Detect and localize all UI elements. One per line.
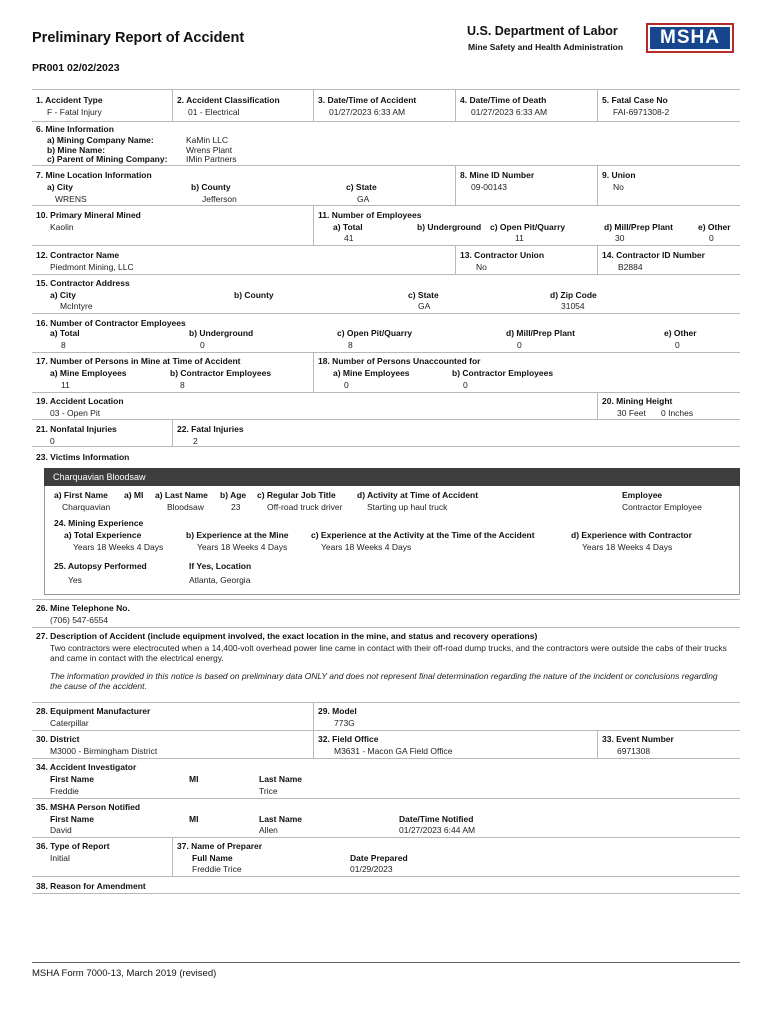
experience-activity-value: Years 18 Weeks 4 Days bbox=[321, 542, 412, 552]
date-prepared-label: Date Prepared bbox=[350, 853, 408, 863]
person-notified-label: 35. MSHA Person Notified bbox=[36, 802, 141, 812]
victim-employee-label: Employee bbox=[622, 490, 663, 500]
divider bbox=[32, 627, 740, 628]
victim-age-value: 23 bbox=[231, 502, 241, 512]
mine-name-label: b) Mine Name: bbox=[47, 145, 106, 155]
report-id: PR001 02/02/2023 bbox=[32, 62, 120, 74]
mine-state-label: c) State bbox=[346, 182, 377, 192]
contractor-employees-openpit-label: c) Open Pit/Quarry bbox=[337, 328, 413, 338]
divider bbox=[313, 89, 314, 121]
field-office-value: M3631 - Macon GA Field Office bbox=[334, 746, 453, 756]
divider bbox=[32, 758, 740, 759]
divider bbox=[32, 245, 740, 246]
mine-id-label: 8. Mine ID Number bbox=[460, 170, 535, 180]
divider bbox=[172, 837, 173, 876]
persons-mine-employees-value: 11 bbox=[61, 380, 70, 390]
mine-county-label: b) County bbox=[191, 182, 231, 192]
contractor-employees-label: 16. Number of Contractor Employees bbox=[36, 318, 186, 328]
death-datetime-label: 4. Date/Time of Death bbox=[460, 95, 547, 105]
persons-in-mine-label: 17. Number of Persons in Mine at Time of Accident bbox=[36, 356, 241, 366]
divider bbox=[32, 876, 740, 877]
mine-telephone-label: 26. Mine Telephone No. bbox=[36, 603, 130, 613]
model-value: 773G bbox=[334, 718, 355, 728]
experience-mine-label: b) Experience at the Mine bbox=[186, 530, 289, 540]
field-office-label: 32. Field Office bbox=[318, 734, 379, 744]
mine-county-value: Jefferson bbox=[202, 194, 237, 204]
divider bbox=[32, 89, 740, 90]
autopsy-location-label: If Yes, Location bbox=[189, 561, 252, 571]
notified-mi-label: MI bbox=[189, 814, 199, 824]
mining-height-feet: 30 Feet bbox=[617, 408, 646, 418]
mine-info-label: 6. Mine Information bbox=[36, 124, 114, 134]
persons-contractor-employees-value: 8 bbox=[180, 380, 185, 390]
investigator-last-value: Trice bbox=[259, 786, 278, 796]
nonfatal-injuries-value: 0 bbox=[50, 436, 55, 446]
description-value: Two contractors were electrocuted when a 14,400-volt overhead power line came in contact with their off-road dump trucks, and the contractors were outside the cabs of their trucks and came in contact with the electrical energy. bbox=[50, 643, 727, 663]
divider bbox=[32, 352, 740, 353]
mining-experience-label: 24. Mining Experience bbox=[54, 518, 144, 528]
death-datetime-value: 01/27/2023 6:33 AM bbox=[471, 107, 548, 117]
experience-activity-label: c) Experience at the Activity at the Time of the Accident bbox=[311, 530, 535, 540]
divider bbox=[32, 599, 740, 600]
mine-city-label: a) City bbox=[47, 182, 73, 192]
unaccounted-contractor-employees-value: 0 bbox=[463, 380, 468, 390]
divider bbox=[32, 702, 740, 703]
contractor-address-label: 15. Contractor Address bbox=[36, 278, 130, 288]
primary-mineral-value: Kaolin bbox=[50, 222, 74, 232]
mining-height-inches: 0 Inches bbox=[661, 408, 694, 418]
employees-other-value: 0 bbox=[709, 233, 714, 243]
investigator-last-label: Last Name bbox=[259, 774, 302, 784]
mining-height-label: 20. Mining Height bbox=[602, 396, 673, 406]
notified-first-value: David bbox=[50, 825, 72, 835]
victim-name-band: Charquavian Bloodsaw bbox=[44, 468, 740, 486]
contractor-employees-total-value: 8 bbox=[61, 340, 66, 350]
victim-activity-label: d) Activity at Time of Accident bbox=[357, 490, 479, 500]
parent-company-label: c) Parent of Mining Company: bbox=[47, 154, 168, 164]
divider bbox=[32, 893, 740, 894]
accident-type-value: F - Fatal Injury bbox=[47, 107, 102, 117]
contractor-union-label: 13. Contractor Union bbox=[460, 250, 545, 260]
mining-company-value: KaMin LLC bbox=[186, 135, 229, 145]
divider bbox=[597, 392, 598, 419]
divider bbox=[32, 121, 740, 122]
employees-mill-value: 30 bbox=[615, 233, 625, 243]
divider bbox=[32, 798, 740, 799]
mine-name-value: Wrens Plant bbox=[186, 145, 233, 155]
contractor-employees-underground-value: 0 bbox=[200, 340, 205, 350]
divider bbox=[32, 313, 740, 314]
contractor-employees-other-value: 0 bbox=[675, 340, 680, 350]
form-footer: MSHA Form 7000-13, March 2019 (revised) bbox=[32, 968, 217, 979]
persons-contractor-employees-label: b) Contractor Employees bbox=[170, 368, 272, 378]
divider bbox=[32, 446, 740, 447]
autopsy-value: Yes bbox=[68, 575, 82, 585]
mine-city-value: WRENS bbox=[55, 194, 87, 204]
msha-logo bbox=[646, 23, 734, 53]
contractor-employees-other-label: e) Other bbox=[664, 328, 697, 338]
divider bbox=[32, 419, 740, 420]
divider bbox=[32, 165, 740, 166]
divider bbox=[455, 89, 456, 121]
mine-state-value: GA bbox=[357, 194, 370, 204]
union-label: 9. Union bbox=[602, 170, 636, 180]
union-value: No bbox=[613, 182, 624, 192]
page-title: Preliminary Report of Accident bbox=[32, 30, 245, 46]
victim-activity-value: Starting up haul truck bbox=[367, 502, 448, 512]
employees-underground-label: b) Underground bbox=[417, 222, 482, 232]
contractor-employees-underground-label: b) Underground bbox=[189, 328, 254, 338]
sub-agency-name: Mine Safety and Health Administration bbox=[468, 42, 624, 52]
fatal-case-label: 5. Fatal Case No bbox=[602, 95, 668, 105]
amendment-reason-label: 38. Reason for Amendment bbox=[36, 881, 146, 891]
notified-first-label: First Name bbox=[50, 814, 94, 824]
divider bbox=[32, 274, 740, 275]
employees-total-label: a) Total bbox=[333, 222, 363, 232]
event-number-label: 33. Event Number bbox=[602, 734, 674, 744]
contractor-zip-value: 31054 bbox=[561, 301, 585, 311]
district-value: M3000 - Birmingham District bbox=[50, 746, 158, 756]
mine-location-label: 7. Mine Location Information bbox=[36, 170, 152, 180]
accident-datetime-label: 3. Date/Time of Accident bbox=[318, 95, 417, 105]
mine-id-value: 09-00143 bbox=[471, 182, 507, 192]
divider bbox=[597, 165, 598, 205]
total-experience-value: Years 18 Weeks 4 Days bbox=[73, 542, 164, 552]
accident-classification-value: 01 - Electrical bbox=[188, 107, 240, 117]
equipment-manufacturer-value: Caterpillar bbox=[50, 718, 89, 728]
agency-name: U.S. Department of Labor bbox=[467, 24, 618, 38]
fatal-injuries-value: 2 bbox=[193, 436, 198, 446]
notified-last-label: Last Name bbox=[259, 814, 302, 824]
divider bbox=[32, 730, 740, 731]
model-label: 29. Model bbox=[318, 706, 357, 716]
investigator-first-label: First Name bbox=[50, 774, 94, 784]
contractor-employees-mill-value: 0 bbox=[517, 340, 522, 350]
victim-first-name-value: Charquavian bbox=[62, 502, 111, 512]
description-label: 27. Description of Accident (include equipment involved, the exact location in the mine, and status and recovery operations) bbox=[36, 631, 538, 641]
contractor-employees-mill-label: d) Mill/Prep Plant bbox=[506, 328, 575, 338]
notified-date-value: 01/27/2023 6:44 AM bbox=[399, 825, 476, 835]
accident-location-value: 03 - Open Pit bbox=[50, 408, 101, 418]
divider bbox=[597, 730, 598, 758]
autopsy-label: 25. Autopsy Performed bbox=[54, 561, 147, 571]
contractor-id-label: 14. Contractor ID Number bbox=[602, 250, 705, 260]
contractor-zip-label: d) Zip Code bbox=[550, 290, 597, 300]
experience-contractor-value: Years 18 Weeks 4 Days bbox=[582, 542, 673, 552]
msha-logo-text: MSHA bbox=[650, 27, 730, 49]
preparer-name-value: Freddie Trice bbox=[192, 864, 242, 874]
unaccounted-mine-employees-value: 0 bbox=[344, 380, 349, 390]
victim-job-value: Off-road truck driver bbox=[267, 502, 343, 512]
fatal-case-value: FAI-6971308-2 bbox=[613, 107, 670, 117]
notified-date-label: Date/Time Notified bbox=[399, 814, 474, 824]
nonfatal-injuries-label: 21. Nonfatal Injuries bbox=[36, 424, 117, 434]
contractor-name-label: 12. Contractor Name bbox=[36, 250, 120, 260]
accident-type-label: 1. Accident Type bbox=[36, 95, 103, 105]
divider bbox=[313, 352, 314, 392]
disclaimer-text: The information provided in this notice is based on preliminary data ONLY and does not represent final determination regarding the nature of the incident or conclusions regarding the cause of the accident. bbox=[50, 671, 718, 691]
preparer-label: 37. Name of Preparer bbox=[177, 841, 263, 851]
accident-datetime-value: 01/27/2023 6:33 AM bbox=[329, 107, 406, 117]
divider bbox=[32, 205, 740, 206]
contractor-state-label: c) State bbox=[408, 290, 439, 300]
victim-last-name-label: a) Last Name bbox=[155, 490, 208, 500]
experience-mine-value: Years 18 Weeks 4 Days bbox=[197, 542, 288, 552]
contractor-id-value: B2884 bbox=[618, 262, 643, 272]
victim-age-label: b) Age bbox=[220, 490, 247, 500]
unaccounted-label: 18. Number of Persons Unaccounted for bbox=[318, 356, 481, 366]
divider bbox=[455, 245, 456, 274]
type-of-report-value: Initial bbox=[50, 853, 70, 863]
equipment-manufacturer-label: 28. Equipment Manufacturer bbox=[36, 706, 151, 716]
divider bbox=[172, 419, 173, 446]
investigator-first-value: Freddie bbox=[50, 786, 79, 796]
divider bbox=[597, 245, 598, 274]
mine-telephone-value: (706) 547-6554 bbox=[50, 615, 109, 625]
unaccounted-mine-employees-label: a) Mine Employees bbox=[333, 368, 410, 378]
contractor-state-value: GA bbox=[418, 301, 431, 311]
mining-company-label: a) Mining Company Name: bbox=[47, 135, 154, 145]
victim-employee-value: Contractor Employee bbox=[622, 502, 702, 512]
contractor-county-label: b) County bbox=[234, 290, 274, 300]
type-of-report-label: 36. Type of Report bbox=[36, 841, 110, 851]
employees-other-label: e) Other bbox=[698, 222, 731, 232]
contractor-city-value: McIntyre bbox=[60, 301, 93, 311]
divider bbox=[597, 89, 598, 121]
preparer-name-label: Full Name bbox=[192, 853, 233, 863]
victim-last-name-value: Bloodsaw bbox=[167, 502, 204, 512]
date-prepared-value: 01/29/2023 bbox=[350, 864, 393, 874]
divider bbox=[172, 89, 173, 121]
persons-mine-employees-label: a) Mine Employees bbox=[50, 368, 127, 378]
accident-classification-label: 2. Accident Classification bbox=[177, 95, 280, 105]
victims-info-label: 23. Victims Information bbox=[36, 452, 130, 462]
employees-mill-label: d) Mill/Prep Plant bbox=[604, 222, 673, 232]
district-label: 30. District bbox=[36, 734, 80, 744]
divider bbox=[32, 392, 740, 393]
divider bbox=[313, 205, 314, 245]
investigator-label: 34. Accident Investigator bbox=[36, 762, 137, 772]
experience-contractor-label: d) Experience with Contractor bbox=[571, 530, 692, 540]
victim-first-name-label: a) First Name bbox=[54, 490, 108, 500]
divider bbox=[313, 730, 314, 758]
employees-total-value: 41 bbox=[344, 233, 354, 243]
victim-mi-label: a) MI bbox=[124, 490, 144, 500]
contractor-name-value: Piedmont Mining, LLC bbox=[50, 262, 134, 272]
divider bbox=[32, 837, 740, 838]
accident-location-label: 19. Accident Location bbox=[36, 396, 124, 406]
parent-company-value: IMin Partners bbox=[186, 154, 237, 164]
divider bbox=[313, 702, 314, 730]
contractor-city-label: a) City bbox=[50, 290, 76, 300]
contractor-employees-openpit-value: 8 bbox=[348, 340, 353, 350]
employees-label: 11. Number of Employees bbox=[318, 210, 422, 220]
primary-mineral-label: 10. Primary Mineral Mined bbox=[36, 210, 141, 220]
employees-openpit-label: c) Open Pit/Quarry bbox=[490, 222, 566, 232]
footer-divider bbox=[32, 962, 740, 963]
contractor-employees-total-label: a) Total bbox=[50, 328, 80, 338]
total-experience-label: a) Total Experience bbox=[64, 530, 142, 540]
autopsy-location-value: Atlanta, Georgia bbox=[189, 575, 251, 585]
event-number-value: 6971308 bbox=[617, 746, 651, 756]
investigator-mi-label: MI bbox=[189, 774, 199, 784]
fatal-injuries-label: 22. Fatal Injuries bbox=[177, 424, 244, 434]
contractor-union-value: No bbox=[476, 262, 487, 272]
victim-job-label: c) Regular Job Title bbox=[257, 490, 336, 500]
divider bbox=[455, 165, 456, 205]
notified-last-value: Allen bbox=[259, 825, 278, 835]
unaccounted-contractor-employees-label: b) Contractor Employees bbox=[452, 368, 554, 378]
employees-openpit-value: 11 bbox=[515, 233, 524, 243]
